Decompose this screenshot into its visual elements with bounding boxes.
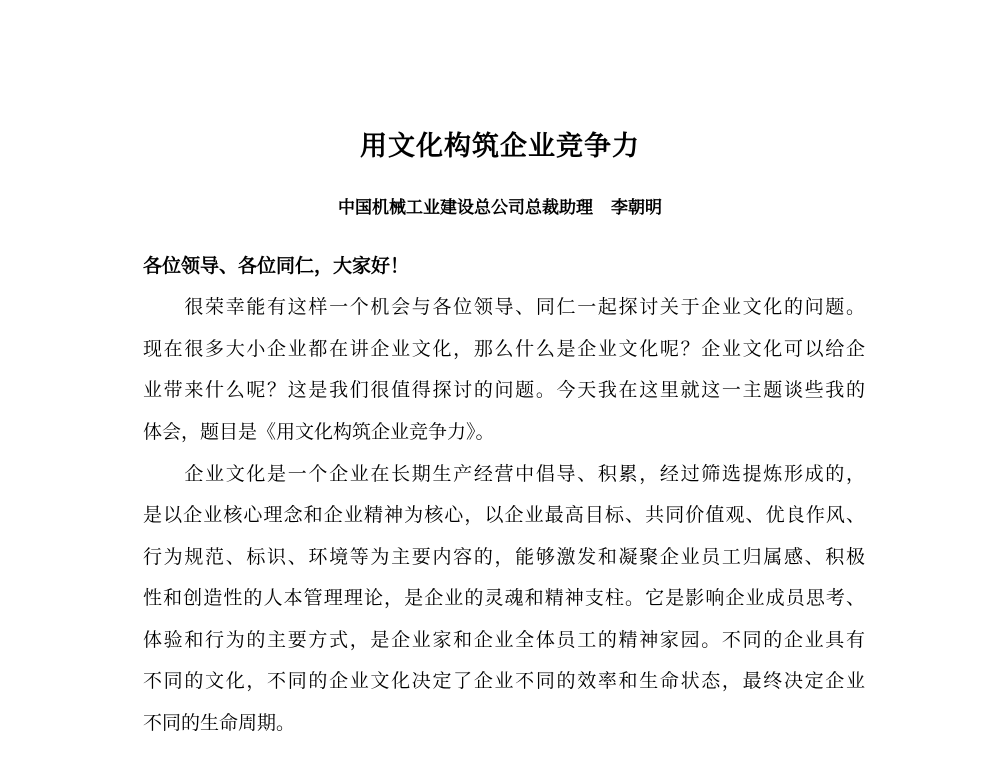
paragraph-line: 业带来什么呢？这是我们很值得探讨的问题。今天我在这里就这一主题谈些我的: [143, 379, 865, 401]
author-name: 李朝明: [610, 198, 662, 218]
paragraph-line: 很荣幸能有这样一个机会与各位领导、同仁一起探讨关于企业文化的问题。: [143, 296, 865, 318]
paragraph-line: 不同的文化，不同的企业文化决定了企业不同的效率和生命状态，最终决定企业: [143, 670, 865, 692]
paragraph-line: 企业文化是一个企业在长期生产经营中倡导、积累，经过筛选提炼形成的，: [143, 463, 865, 485]
paragraph-line: 是以企业核心理念和企业精神为核心，以企业最高目标、共同价值观、优良作风、: [143, 504, 865, 526]
paragraph-line: 体会，题目是《用文化构筑企业竞争力》。: [143, 421, 495, 443]
paragraph-line: 体验和行为的主要方式，是企业家和企业全体员工的精神家园。不同的企业具有: [143, 629, 865, 651]
greeting: 各位领导、各位同仁，大家好！: [143, 255, 410, 277]
paragraph-line: 不同的生命周期。: [143, 712, 296, 734]
paragraph-line: 行为规范、标识、环境等为主要内容的，能够激发和凝聚企业员工归属感、积极: [143, 546, 865, 568]
document-title: 用文化构筑企业竞争力: [360, 131, 640, 162]
author-organization: 中国机械工业建设总公司总裁助理: [338, 198, 594, 218]
paragraph-line: 现在很多大小企业都在讲企业文化，那么什么是企业文化呢？企业文化可以给企: [143, 338, 865, 360]
author-line: [0, 193, 1000, 218]
paragraph-line: 性和创造性的人本管理理论，是企业的灵魂和精神支柱。它是影响企业成员思考、: [143, 587, 865, 609]
